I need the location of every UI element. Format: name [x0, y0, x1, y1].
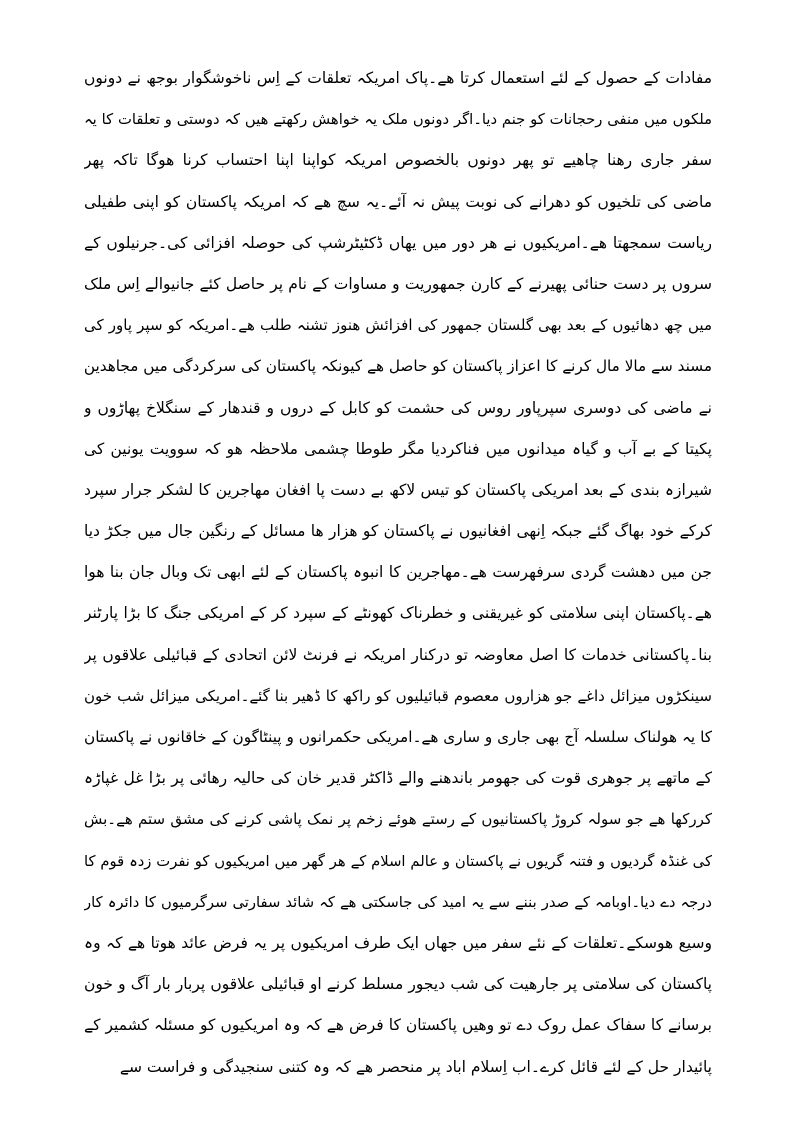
text-line-25: پائیدار حل کے لئے قائل کرے۔اب اِسلام اباد پر منحصر ھے کہ وہ کتنی سنجیدگی و فراست سے — [119, 1057, 712, 1076]
text-line-16: سینکڑوں میزائل داغے جو ھزاروں معصوم قبائیلیوں کو راکھ کا ڈھیر بنا گئے۔امریکی میزائل شب خون — [84, 686, 712, 705]
text-line-9: نے ماضی کی دوسری سپرپاور روس کی حشمت کو کابل کے دروں و قندھار کے سنگلاخ پھاڑوں و — [84, 398, 712, 417]
text-line-17: کا یہ ھولناک سلسلہ آج بھی جاری و ساری ھے۔امریکی حکمرانوں و پینٹاگون کے خاقانوں نے پاکستان — [84, 728, 712, 746]
text-line-2: ملکوں میں منفی رحجانات کو جنم دیا۔اگر دونوں ملک یہ خواھش رکھتے ھیں کہ دوستی و تعلقات کا یہ — [84, 111, 712, 129]
text-line-10: پکیتا کے بے آب و گیاہ میدانوں میں فناکردیا مگر طوطا چشمی ملاحظہ ھو کہ سوویت یونین کی — [84, 439, 712, 458]
text-line-21: درجہ دے دیا۔اوبامہ کے صدر بننے سے یہ امید کی جاسکتی ھے کہ شائد سفارتی سرگرمیوں کا دائرہ کار — [84, 893, 712, 911]
text-line-20: کی غنڈہ گردیوں و فتنہ گریوں نے پاکستان و عالم اسلام کے ھر گھر میں امریکیوں کو نفرت زدہ قوم کا — [84, 852, 712, 870]
text-line-5: ریاست سمجھتا ھے۔امریکیوں نے ھر دور میں یھاں ڈکٹیٹرشپ کی حوصلہ افزائی کی۔جرنیلوں کے — [84, 233, 712, 252]
text-line-3: سفر جاری رھنا چاھیے تو پھر دونوں بالخصوص امریکہ کواپنا اپنا احتساب کرنا ھوگا تاکہ پھر — [84, 151, 712, 170]
text-line-4: ماضی کی تلخیوں کو دھرانے کی نوبت پیش نہ آئے۔یہ سچ ھے کہ امریکہ پاکستان کو اپنی طفیلی — [84, 192, 712, 211]
text-line-24: برسانے کا سفاک عمل روک دے تو وھیں پاکستان کا فرض ھے کہ وہ امریکیوں کو مسئلہ کشمیر کے — [84, 1016, 712, 1035]
text-line-15: بنا۔پاکستانی خدمات کا اصل معاوضہ تو درکنار امریکہ نے فرنٹ لائن اتحادی کے قبائیلی علاقوں پر — [84, 645, 712, 664]
text-line-11: شیرازہ بندی کے بعد امریکی پاکستان کو تیس لاکھ بے دست پا افغان مھاجرین کا لشکر جرار سپرد — [84, 480, 712, 499]
text-line-7: میں چھ دھائیوں کے بعد بھی گلستان جمھور کی افزائش ھنوز تشنہ طلب ھے۔امریکہ کو سپر پاور کی — [84, 316, 712, 335]
text-line-6: سروں پر دست حنائی پھیرنے کے کارن جمھوریت و مساوات کے نام پر حاصل کئے جانیوالے اِس ملک — [84, 274, 712, 293]
text-line-12: کرکے خود بھاگ گئے جبکہ اِنھی افغانیوں نے پاکستان کو ھزار ھا مسائل کے رنگین جال میں جکڑ دیا — [84, 522, 712, 541]
text-line-8: مسند سے مالا مال کرنے کا اعزاز پاکستان کو حاصل ھے کیونکہ پاکستان کی سرکردگی میں مجاھدین — [84, 357, 712, 376]
text-line-1: مفادات کے حصول کے لئے استعمال کرتا ھے۔پاک امریکہ تعلقات کے اِس ناخوشگوار بوجھ نے دونوں — [84, 69, 712, 87]
text-line-14: ھے۔پاکستان اپنی سلامتی کو غیریقنی و خطرناک کھونٹے کے سپرد کر کے امریکی جنگ کا بڑا پارٹنر — [84, 604, 712, 623]
text-line-19: کررکھا ھے جو سولہ کروڑ پاکستانیوں کے رستے ھوئے زخم پر نمک پاشی کرنے کی مشق ستم ھے۔بش — [84, 810, 712, 829]
text-line-13: جن میں دھشت گردی سرفھرست ھے۔مھاجرین کا انبوہ پاکستان کے لئے ابھی تک وبال جان بنا ھوا — [84, 563, 712, 582]
text-line-22: وسیع ھوسکے۔تعلقات کے نئے سفر میں جھاں ایک طرف امریکیوں پر یہ فرض عائد ھوتا ھے کہ وہ — [84, 933, 712, 952]
text-line-18: کے ماتھے پر جوھری قوت کی جھومر باندھنے والے ڈاکٹر قدیر خان کی حالیہ رھائی پر بڑا غل غپاڑہ — [84, 769, 712, 788]
text-line-23: پاکستان کی سلامتی پر جارھیت کی شب دیجور مسلط کرنے او قبائیلی علاقوں پربار بار آگ و خون — [84, 975, 712, 994]
body-text — [84, 58, 712, 1088]
